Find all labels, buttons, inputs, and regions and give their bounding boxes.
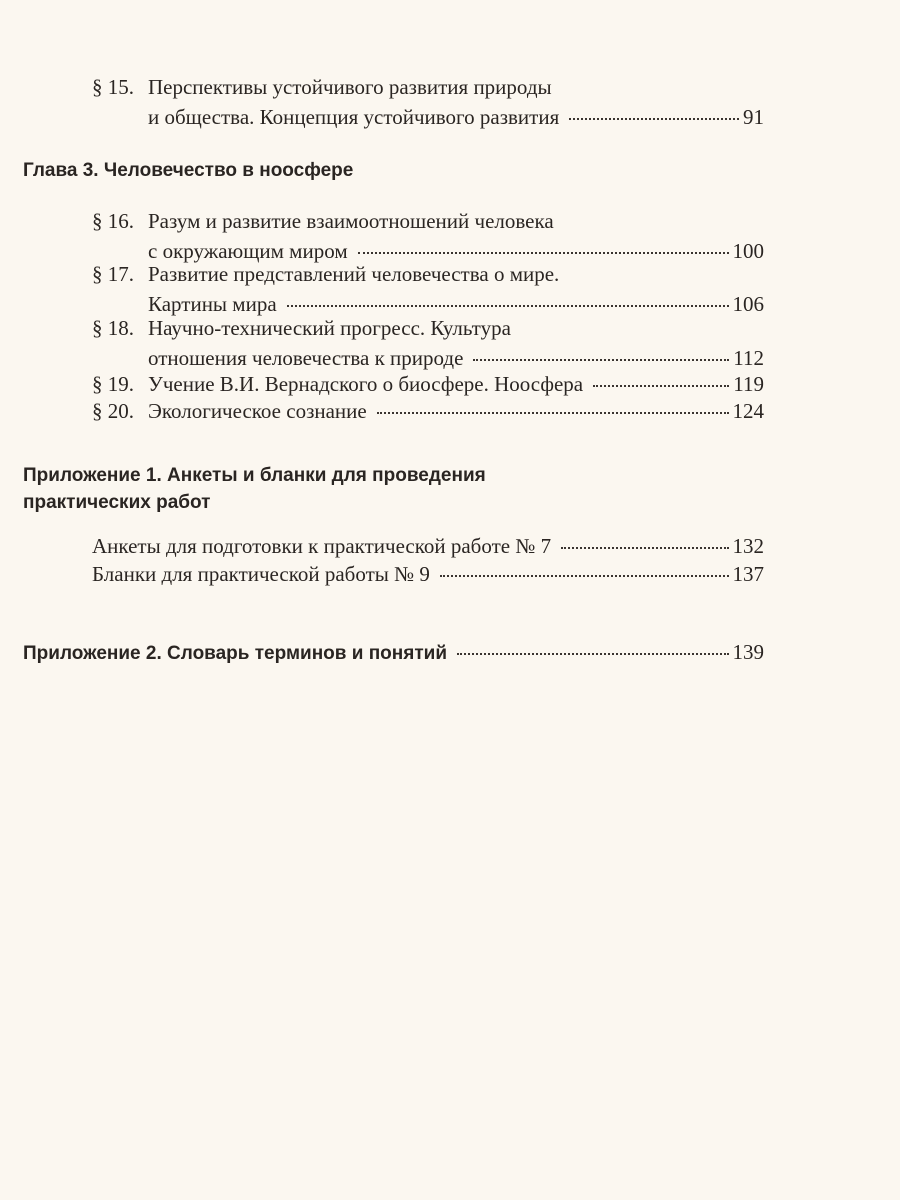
appendix-1-title-line1: Приложение 1. Анкеты и бланки для проведения xyxy=(23,465,486,486)
toc-entry-appendix-2[interactable] xyxy=(23,640,764,665)
page-number: 137 xyxy=(732,562,764,586)
toc-entry-appendix-1-item-1[interactable] xyxy=(92,531,764,561)
section-number: § 19. xyxy=(92,372,134,396)
dot-leader xyxy=(569,112,739,120)
toc-entry-appendix-1-item-2[interactable] xyxy=(92,559,764,589)
dot-leader xyxy=(561,541,728,549)
page-number: 139 xyxy=(732,640,764,664)
dot-leader xyxy=(358,246,729,254)
dot-leader xyxy=(473,353,729,361)
entry-title: Анкеты для подготовки к практической работе № 7 xyxy=(92,534,552,558)
dot-leader xyxy=(287,299,729,307)
toc-entry-18[interactable] xyxy=(92,313,764,373)
toc-entry-16[interactable] xyxy=(92,206,764,266)
page-number: 132 xyxy=(732,534,764,558)
entry-title-line2: с окружающим миром xyxy=(148,239,348,263)
section-number: § 20. xyxy=(92,399,134,423)
section-number: § 15. xyxy=(92,75,134,99)
entry-title-line1: Перспективы устойчивого развития природы xyxy=(148,75,552,99)
dot-leader xyxy=(593,379,729,387)
toc-entry-19[interactable] xyxy=(92,369,764,399)
entry-title-line2: Картины мира xyxy=(148,292,277,316)
entry-title-line1: Научно-технический прогресс. Культура xyxy=(148,316,511,340)
dot-leader xyxy=(457,647,728,655)
entry-title-line1: Развитие представлений человечества о мире. xyxy=(148,262,560,286)
section-number: § 18. xyxy=(92,316,134,340)
page-number: 106 xyxy=(732,292,764,316)
page-number: 100 xyxy=(732,239,764,263)
dot-leader xyxy=(440,569,729,577)
entry-title-line1: Разум и развитие взаимоотношений человека xyxy=(148,209,554,233)
entry-title-line2: и общества. Концепция устойчивого развития xyxy=(148,105,560,129)
toc-entry-17[interactable] xyxy=(92,259,764,319)
appendix-1-heading[interactable] xyxy=(23,462,486,516)
dot-leader xyxy=(377,406,729,414)
entry-title: Учение В.И. Вернадского о биосфере. Ноосфера xyxy=(148,372,584,396)
toc-entry-15[interactable] xyxy=(92,72,764,132)
entry-title: Экологическое сознание xyxy=(148,399,367,423)
page-number: 119 xyxy=(733,372,764,396)
page-number: 91 xyxy=(743,105,764,129)
entry-title: Бланки для практической работы № 9 xyxy=(92,562,430,586)
entry-title-line2: отношения человечества к природе xyxy=(148,346,464,370)
page-number: 112 xyxy=(733,346,764,370)
chapter-heading[interactable]: Глава 3. Человечество в ноосфере xyxy=(23,160,354,181)
section-number: § 17. xyxy=(92,262,134,286)
section-number: § 16. xyxy=(92,209,134,233)
appendix-2-title: Приложение 2. Словарь терминов и понятий xyxy=(23,643,448,664)
appendix-1-title-line2: практических работ xyxy=(23,492,211,513)
page-number: 124 xyxy=(732,399,764,423)
toc-entry-20[interactable] xyxy=(92,396,764,426)
